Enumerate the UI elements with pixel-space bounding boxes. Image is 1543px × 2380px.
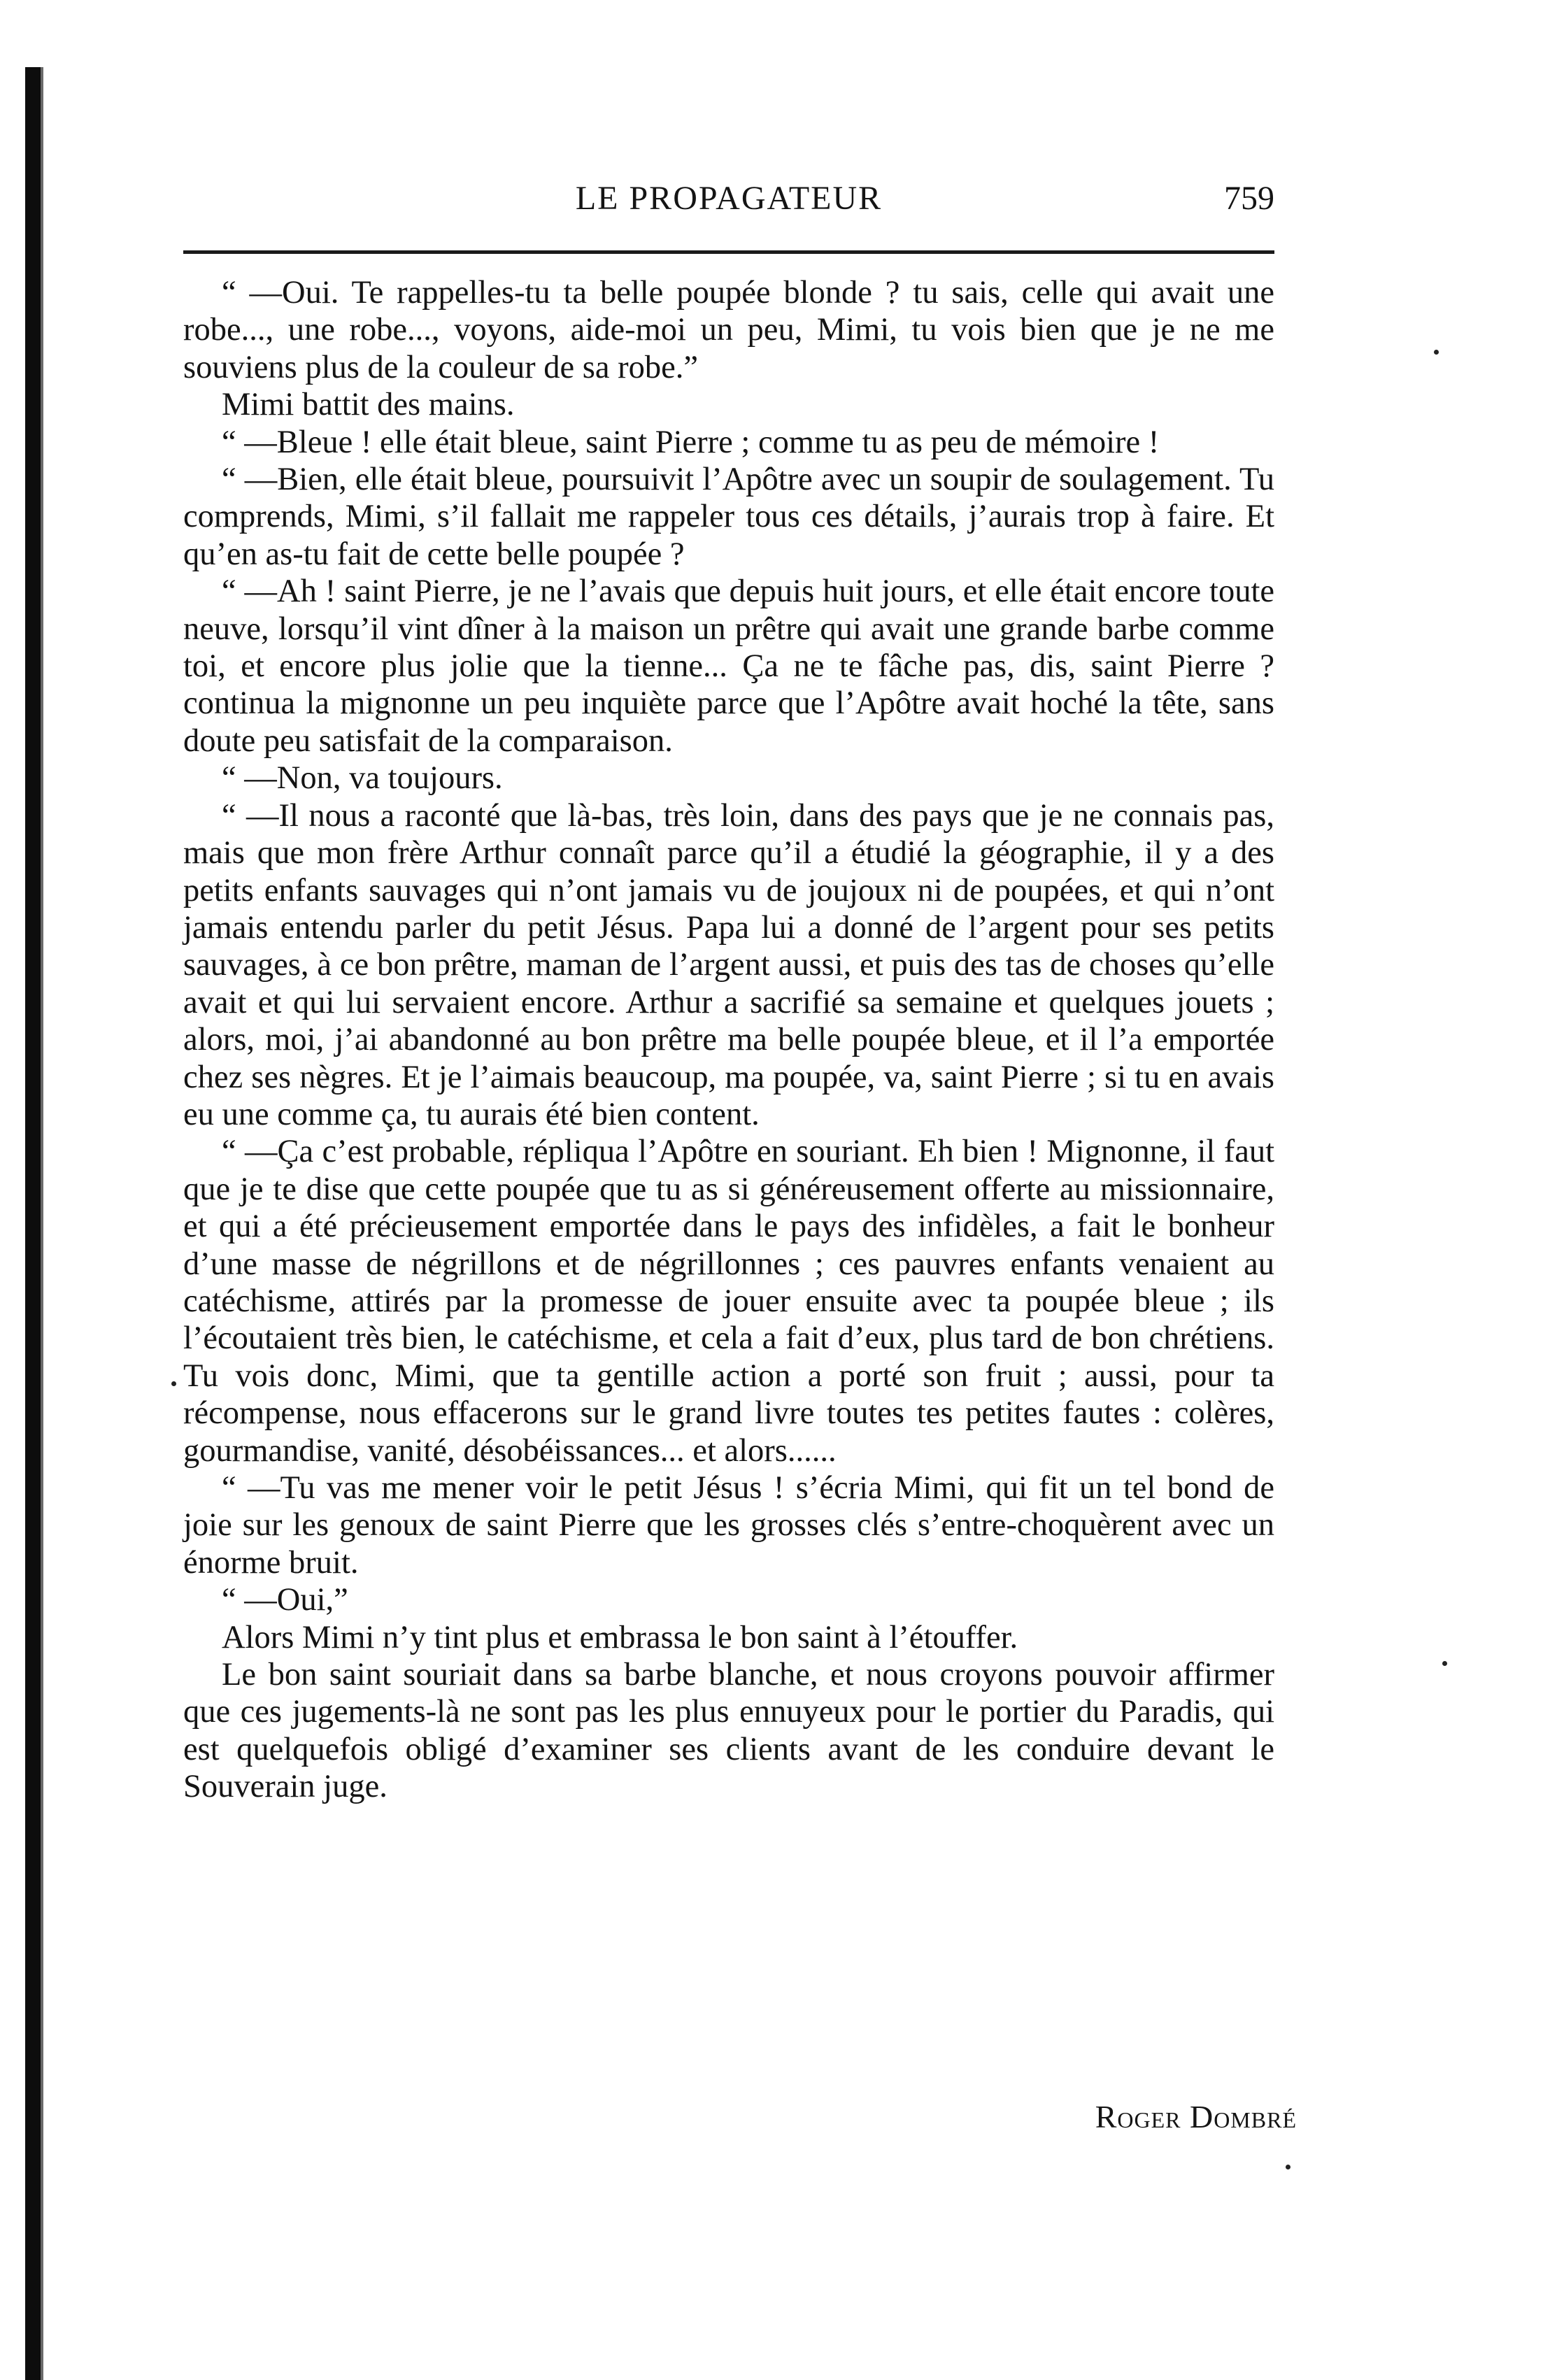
- article-body: [183, 274, 1274, 1806]
- scan-page-edge: [25, 67, 41, 2380]
- running-title: LE PROPAGATEUR: [575, 180, 883, 217]
- paragraph: Alors Mimi n’y tint plus et embrassa le bon saint à l’étouffer.: [222, 1619, 1018, 1655]
- scan-speck: [1442, 1661, 1447, 1666]
- paragraph: “ —Ah ! saint Pierre, je ne l’avais que depuis huit jours, et elle était encore toute neuve, lorsqu’il vint dîner à la maison un prêtre qui avait une grande barbe comme toi, et encore plus jolie que la tienne... Ça ne te fâche pas, dis, saint Pierre ? continua la mignonne un peu inquiète parce que l’Apôtre avait hoché la tête, sans doute peu satisfait de la comparaison.: [183, 573, 1274, 759]
- page-header: [183, 175, 1274, 224]
- paragraph: “ —Bien, elle était bleue, poursuivit l’Apôtre avec un soupir de soulagement. Tu comprends, Mimi, s’il fallait me rappeler tous ces détails, j’aurais trop à faire. Et qu’en as-tu fait de cette belle poupée ?: [183, 462, 1274, 572]
- paragraph: Mimi battit des mains.: [222, 387, 515, 423]
- scan-speck: [1434, 350, 1439, 355]
- paragraph: “ —Oui,”: [222, 1582, 348, 1618]
- paragraph: “ —Oui. Te rappelles-tu ta belle poupée blonde ? tu sais, celle qui avait une robe..., une robe..., voyons, aide-moi un peu, Mimi, tu vois bien que je ne me souviens plus de la couleur de sa robe.”: [183, 275, 1274, 385]
- paragraph: “ —Il nous a raconté que là-bas, très loin, dans des pays que je ne connais pas, mais que mon frère Arthur connaît parce qu’il a étudié la géographie, il y a des petits enfants sauvages qui n’ont jamais vu de joujoux ni de poupées, et qui n’ont jamais entendu parler du petit Jésus. Papa lui a donné de l’argent pour ses petits sauvages, à ce bon prêtre, maman de l’argent aussi, et puis des tas de choses qu’elle avait et qui lui servaient encore. Arthur a sacrifié sa semaine et quelques jouets ; alors, moi, j’ai abandonné au bon prêtre ma belle poupée bleue, et il l’a emportée chez ses nègres. Et je l’aimais beaucoup, ma poupée, va, saint Pierre ; si tu en avais eu une comme ça, tu aurais été bien content.: [183, 797, 1274, 1132]
- paragraph: “ —Non, va toujours.: [222, 760, 503, 797]
- scan-speck: [1286, 2165, 1290, 2169]
- paragraph: “ —Bleue ! elle était bleue, saint Pierre ; comme tu as peu de mémoire !: [222, 424, 1160, 460]
- scan-speck: [171, 1381, 176, 1386]
- paragraph: “ —Tu vas me mener voir le petit Jésus ! s’écria Mimi, qui fit un tel bond de joie sur les genoux de saint Pierre que les grosses clés s’entre-choquèrent avec un énorme bruit.: [183, 1470, 1274, 1581]
- author-signature: Roger Dombré: [1095, 2099, 1297, 2135]
- scan-page-edge-shadow: [41, 67, 43, 2380]
- paragraph: Le bon saint souriait dans sa barbe blanche, et nous croyons pouvoir affirmer que ces jugements-là ne sont pas les plus ennuyeux pour le portier du Paradis, qui est quelquefois obligé d’examiner ses clients avant de les conduire devant le Souverain juge.: [183, 1657, 1274, 1805]
- header-rule: [183, 250, 1274, 254]
- page-number: 759: [1224, 180, 1274, 217]
- paragraph: “ —Ça c’est probable, répliqua l’Apôtre en souriant. Eh bien ! Mignonne, il faut que je te dise que cette poupée que tu as si généreusement offerte au missionnaire, et qui a été précieusement emportée dans le pays des infidèles, a fait le bonheur d’une masse de négrillons et de négrillonnes ; ces pauvres enfants venaient au catéchisme, attirés par la promesse de jouer ensuite avec ta poupée bleue ; ils l’écoutaient très bien, le catéchisme, et cela a fait d’eux, plus tard de bon chrétiens. Tu vois donc, Mimi, que ta gentille action a porté son fruit ; aussi, pour ta récompense, nous effacerons sur le grand livre toutes tes petites fautes : colères, gourmandise, vanité, désobéissances... et alors......: [183, 1134, 1274, 1469]
